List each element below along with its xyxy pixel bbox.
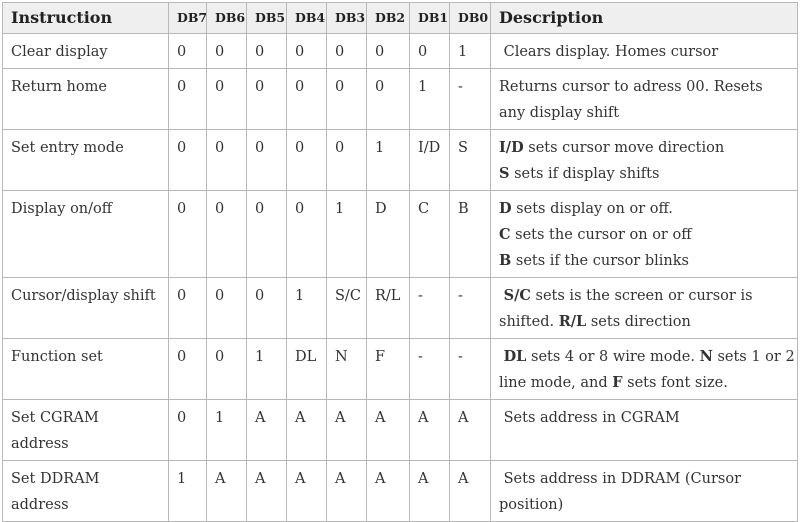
bit-cell: 0 [247, 191, 287, 278]
instruction-header: Instruction [3, 3, 169, 34]
description-text: shifted. [499, 314, 559, 330]
description-text: sets display on or off. [511, 201, 673, 217]
bit-cell: S [450, 130, 491, 191]
bit-cell: 1 [450, 34, 491, 69]
bit-cell: 0 [287, 191, 327, 278]
bit-cell: - [450, 69, 491, 130]
bit-cell: 0 [327, 69, 367, 130]
description-text: any display shift [499, 105, 620, 121]
description-cell [491, 278, 798, 339]
description-text: sets if display shifts [509, 166, 660, 182]
description-text: sets 1 or 2 [712, 349, 795, 365]
description-cell [491, 69, 798, 130]
table-row [3, 278, 798, 339]
bit-cell: 0 [169, 400, 207, 461]
bit-cell: 1 [207, 400, 247, 461]
bit-cell: 0 [207, 130, 247, 191]
description-keyword: S/C [503, 287, 531, 304]
bit-cell: 0 [169, 130, 207, 191]
description-line [499, 135, 789, 161]
bit-cell: 0 [247, 34, 287, 69]
bit-cell: A [247, 461, 287, 522]
bit-cell: 0 [247, 69, 287, 130]
bit-cell: 0 [410, 34, 450, 69]
table-body [3, 34, 798, 522]
description-keyword: N [699, 348, 713, 365]
description-keyword: DL [503, 348, 527, 365]
bit-cell: 0 [169, 191, 207, 278]
description-text: sets font size. [622, 375, 728, 391]
description-cell [491, 130, 798, 191]
description-cell [491, 339, 798, 400]
bit-cell: 0 [367, 69, 410, 130]
table-row [3, 34, 798, 69]
bit-cell: A [410, 461, 450, 522]
description-text: Sets address in DDRAM (Cursor [499, 471, 742, 487]
description-line [499, 248, 789, 274]
table-row [3, 130, 798, 191]
bit-cell: B [450, 191, 491, 278]
bit-cell: 0 [169, 69, 207, 130]
bit-cell: 0 [207, 339, 247, 400]
table-row [3, 191, 798, 278]
bit-cell: A [450, 461, 491, 522]
description-keyword: S [499, 165, 510, 182]
instruction-name: Function set [3, 339, 169, 400]
description-text: sets 4 or 8 wire mode. [526, 349, 700, 365]
bit-cell: 0 [327, 130, 367, 191]
description-text: sets if the cursor blinks [511, 253, 689, 269]
bit-cell: 0 [247, 278, 287, 339]
bit-cell: - [450, 339, 491, 400]
description-text: sets direction [586, 314, 691, 330]
description-line [499, 405, 789, 431]
description-line [499, 492, 789, 518]
bit-header: DB5 [247, 3, 287, 34]
bit-cell: 0 [207, 191, 247, 278]
bit-cell: A [367, 400, 410, 461]
description-text: sets the cursor on or off [510, 227, 692, 243]
bit-cell: R/L [367, 278, 410, 339]
description-cell [491, 461, 798, 522]
bit-cell: A [450, 400, 491, 461]
instruction-name: Set DDRAM address [3, 461, 169, 522]
bit-cell: - [410, 278, 450, 339]
bit-header: DB2 [367, 3, 410, 34]
description-line [499, 196, 789, 222]
bit-cell: 0 [169, 339, 207, 400]
description-text: position) [499, 497, 564, 513]
bit-cell: DL [287, 339, 327, 400]
description-keyword: D [499, 200, 512, 217]
bit-cell: - [410, 339, 450, 400]
instruction-name: Display on/off [3, 191, 169, 278]
bit-cell: 1 [367, 130, 410, 191]
description-cell [491, 34, 798, 69]
bit-cell: A [327, 461, 367, 522]
description-text: Returns cursor to adress 00. Resets [499, 79, 763, 95]
bit-cell: 0 [287, 34, 327, 69]
bit-cell: 1 [169, 461, 207, 522]
bit-cell: 1 [327, 191, 367, 278]
table-row [3, 461, 798, 522]
description-text: sets cursor move direction [523, 140, 725, 156]
bit-cell: 0 [207, 69, 247, 130]
bit-cell: 0 [247, 130, 287, 191]
description-text: line mode, and [499, 375, 613, 391]
description-line [499, 100, 789, 126]
bit-header: DB6 [207, 3, 247, 34]
bit-cell: 0 [207, 278, 247, 339]
bit-cell: A [367, 461, 410, 522]
description-header: Description [491, 3, 798, 34]
bit-cell: S/C [327, 278, 367, 339]
bit-cell: - [450, 278, 491, 339]
bit-cell: A [287, 461, 327, 522]
instruction-name: Clear display [3, 34, 169, 69]
description-keyword: F [612, 374, 623, 391]
table-row [3, 69, 798, 130]
description-keyword: C [499, 226, 511, 243]
bit-cell: 0 [207, 34, 247, 69]
bit-cell: A [287, 400, 327, 461]
description-text: Sets address in CGRAM [499, 410, 680, 426]
instruction-name: Return home [3, 69, 169, 130]
lcd-instruction-table [2, 2, 798, 522]
bit-cell: 1 [410, 69, 450, 130]
description-keyword: I/D [499, 139, 524, 156]
bit-cell: 0 [169, 278, 207, 339]
description-line [499, 283, 789, 309]
description-keyword: B [499, 252, 512, 269]
header-row [3, 3, 798, 34]
description-line [499, 370, 789, 396]
bit-cell: 0 [367, 34, 410, 69]
bit-cell: F [367, 339, 410, 400]
description-line [499, 466, 789, 492]
bit-cell: 0 [169, 34, 207, 69]
bit-cell: C [410, 191, 450, 278]
bit-header: DB1 [410, 3, 450, 34]
description-cell [491, 400, 798, 461]
description-line [499, 161, 789, 187]
bit-header: DB7 [169, 3, 207, 34]
bit-header: DB4 [287, 3, 327, 34]
description-text: Clears display. Homes cursor [499, 44, 719, 60]
description-text: sets is the screen or cursor is [530, 288, 753, 304]
bit-cell: A [410, 400, 450, 461]
bit-header: DB3 [327, 3, 367, 34]
table-row [3, 400, 798, 461]
bit-cell: A [207, 461, 247, 522]
description-line [499, 39, 789, 65]
bit-cell: D [367, 191, 410, 278]
bit-cell: 1 [247, 339, 287, 400]
bit-cell: 1 [287, 278, 327, 339]
bit-cell: 0 [287, 69, 327, 130]
description-cell [491, 191, 798, 278]
bit-cell: I/D [410, 130, 450, 191]
description-line [499, 309, 789, 335]
instruction-name: Cursor/display shift [3, 278, 169, 339]
description-line [499, 222, 789, 248]
bit-header: DB0 [450, 3, 491, 34]
description-line [499, 344, 795, 370]
instruction-name: Set entry mode [3, 130, 169, 191]
instruction-name: Set CGRAM address [3, 400, 169, 461]
bit-cell: A [327, 400, 367, 461]
bit-cell: 0 [287, 130, 327, 191]
description-keyword: R/L [558, 313, 587, 330]
table-row [3, 339, 798, 400]
description-line [499, 74, 789, 100]
bit-cell: 0 [327, 34, 367, 69]
bit-cell: N [327, 339, 367, 400]
bit-cell: A [247, 400, 287, 461]
